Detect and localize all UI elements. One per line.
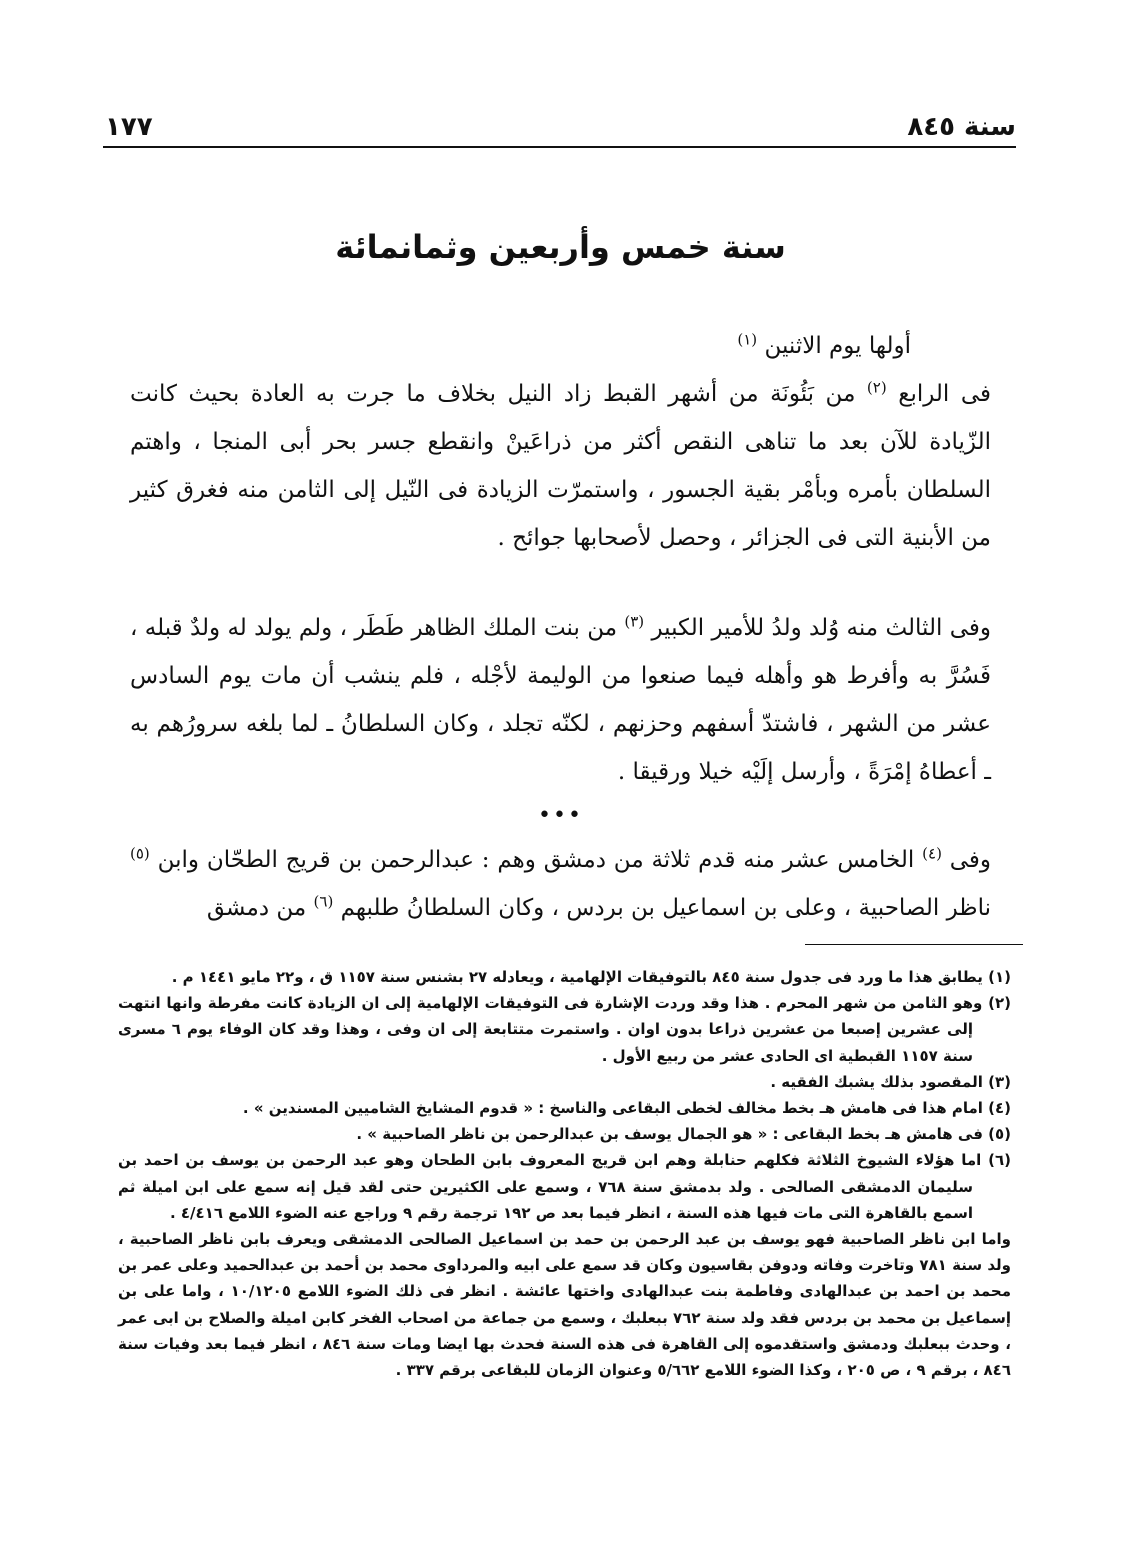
- footnote-ref: (٤): [922, 844, 942, 863]
- footnotes: [118, 964, 1011, 1383]
- text-span: أولها يوم الاثنين: [764, 333, 911, 359]
- text-span: فى الرابع: [898, 381, 991, 407]
- footnote-divider: [805, 944, 1023, 945]
- paragraph-birth: [130, 604, 991, 796]
- footnote-ref: (٢): [866, 378, 887, 397]
- main-text: [130, 322, 991, 932]
- header-year-label: سنة ٨٤٥: [907, 112, 1016, 142]
- header-divider: [103, 146, 1016, 148]
- footnote-ref: (٣): [624, 612, 645, 631]
- text-span: من بنت الملك الظاهر طَطَر ، ولم يولد له ولدٌ قبله ، فَسُرَّ به وأفرط هو وأهله فيما صنعوا من الوليمة لأجْله ، فلم ينشب أن مات يوم السادس عشر من الشهر ، فاشتدّ أسفهم وحزنهم ، لكنّه تجلد ، وكان السلطانُ ـ لما بلغه سرورُهم به ـ أعطاهُ إمْرَةً ، وأرسل إلَيْه خيلا ورقيقا .: [130, 615, 991, 785]
- footnote-1: (١) يطابق هذا ما ورد فى جدول سنة ٨٤٥ بالتوفيقات الإلهامية ، ويعادله ٢٧ بشنس سنة ١١٥٧ ق ، و٢٢ مايو ١٤٤١ م .: [171, 968, 1011, 986]
- text-span: وفى: [949, 847, 992, 873]
- paragraph-arrival: [130, 836, 991, 932]
- footnote-6-continued: واما ابن ناظر الصاحبية فهو يوسف بن عبد الرحمن بن حمد بن اسماعيل الصالحى الدمشقى ويعرف بابن ناظر الصاحبية ، ولد سنة ٧٨١ وتاخرت وفاته ودوفن بقاسيون وكان قد سمع على ابيه والمرداوى محمد بن أحمد بن عبدالحميد وعلى عمر بن محمد بن احمد بن عبدالهادى وفاطمة بنت عبدالهادى واختها عائشة . انظر فى ذلك الضوء اللامع ١٠/١٢٠٥ ، واما على بن إسماعيل بن محمد بن بردس فقد ولد سنة ٧٦٢ ببعلبك ، وسمع من جماعة من اصحاب الفخر كابن اميلة والصلاح بن ابى عمر ، وحدث ببعلبك ودمشق واستقدموه إلى القاهرة فى هذه السنة فحدث بها ايضا ومات سنة ٨٤٦ ، انظر فيما بعد وفيات سنة ٨٤٦ ، برقم ٩ ، ص ٢٠٥ ، وكذا الضوء اللامع ٥/٦٦٢ وعنوان الزمان للبقاعى برقم ٣٣٧ .: [118, 1230, 1012, 1380]
- footnote-ref: (٥): [130, 844, 150, 863]
- footnote-6: (٦) اما هؤلاء الشيوخ الثلاثة فكلهم حنابلة وهم ابن قريج المعروف بابن الطحان وهو عبد الرحمن بن يوسف بن احمد بن سليمان الدمشقى الصالحى . ولد بدمشق سنة ٧٦٨ ، وسمع على الكثيرين حتى لقد قيل إنه سمع على ابن اميلة ثم اسمع بالقاهرة التى مات فيها هذه السنة ، انظر فيما بعد ص ١٩٢ ترجمة رقم ٩ وراجع عنه الضوء اللامع ٤/٤١٦ .: [118, 1151, 1011, 1222]
- chapter-title: سنة خمس وأربعين وثمانمائة: [335, 228, 786, 266]
- page-number: ١٧٧: [105, 112, 153, 142]
- footnote-5: (٥) فى هامش هـ بخط البقاعى : « هو الجمال يوسف بن عبدالرحمن بن ناظر الصاحبية » .: [356, 1125, 1011, 1144]
- paragraph-nile: [130, 370, 991, 562]
- footnote-ref: (١): [737, 330, 758, 349]
- paragraph-opening: [130, 322, 991, 370]
- footnote-2: (٢) وهو الثامن من شهر المحرم . هذا وقد وردت الإشارة فى التوفيقات الإلهامية إلى ان الزيادة كانت مفرطة وانها انتهت إلى عشرين إصبعا من عشرين ذراعا بدون اوان . واستمرت متتابعة إلى ان وفى ، وهذا وقد كان الوفاء يوم ٦ مسرى سنة ١١٥٧ القبطية اى الحادى عشر من ربيع الأول .: [118, 994, 1011, 1065]
- footnote-3: (٣) المقصود بذلك يشبك الفقيه .: [770, 1072, 1011, 1091]
- text-span: من بَئُونَة من أشهر القبط زاد النيل بخلاف ما جرت به العادة بحيث كانت الزّيادة للآن بعد ما تناهى النقص أكثر من ذراعَينْ وانقطع جسر بحر أبى المنجا ، واهتم السلطان بأمره وبأمْر بقية الجسور ، واستمرّت الزيادة فى النّيل إلى الثامن منه فغرق كثير من الأبنية التى فى الجزائر ، وحصل لأصحابها جوائح .: [130, 381, 991, 551]
- section-separator: •••: [538, 803, 583, 828]
- text-span: الخامس عشر منه قدم ثلاثة من دمشق وهم : عبدالرحمن بن قريج الطحّان وابن: [157, 847, 915, 873]
- text-span: وفى الثالث منه وُلد ولدُ للأمير الكبير: [651, 615, 991, 641]
- text-span: من دمشق: [206, 895, 307, 921]
- running-header: [105, 100, 1016, 142]
- footnote-4: (٤) امام هذا فى هامش هـ بخط مخالف لخطى البقاعى والناسخ : « قدوم المشايخ الشاميين المسندين » .: [242, 1099, 1011, 1118]
- text-span: ناظر الصاحبية ، وعلى بن اسماعيل بن بردس ، وكان السلطانُ طلبهم: [340, 895, 991, 921]
- footnote-ref: (٦): [313, 892, 334, 911]
